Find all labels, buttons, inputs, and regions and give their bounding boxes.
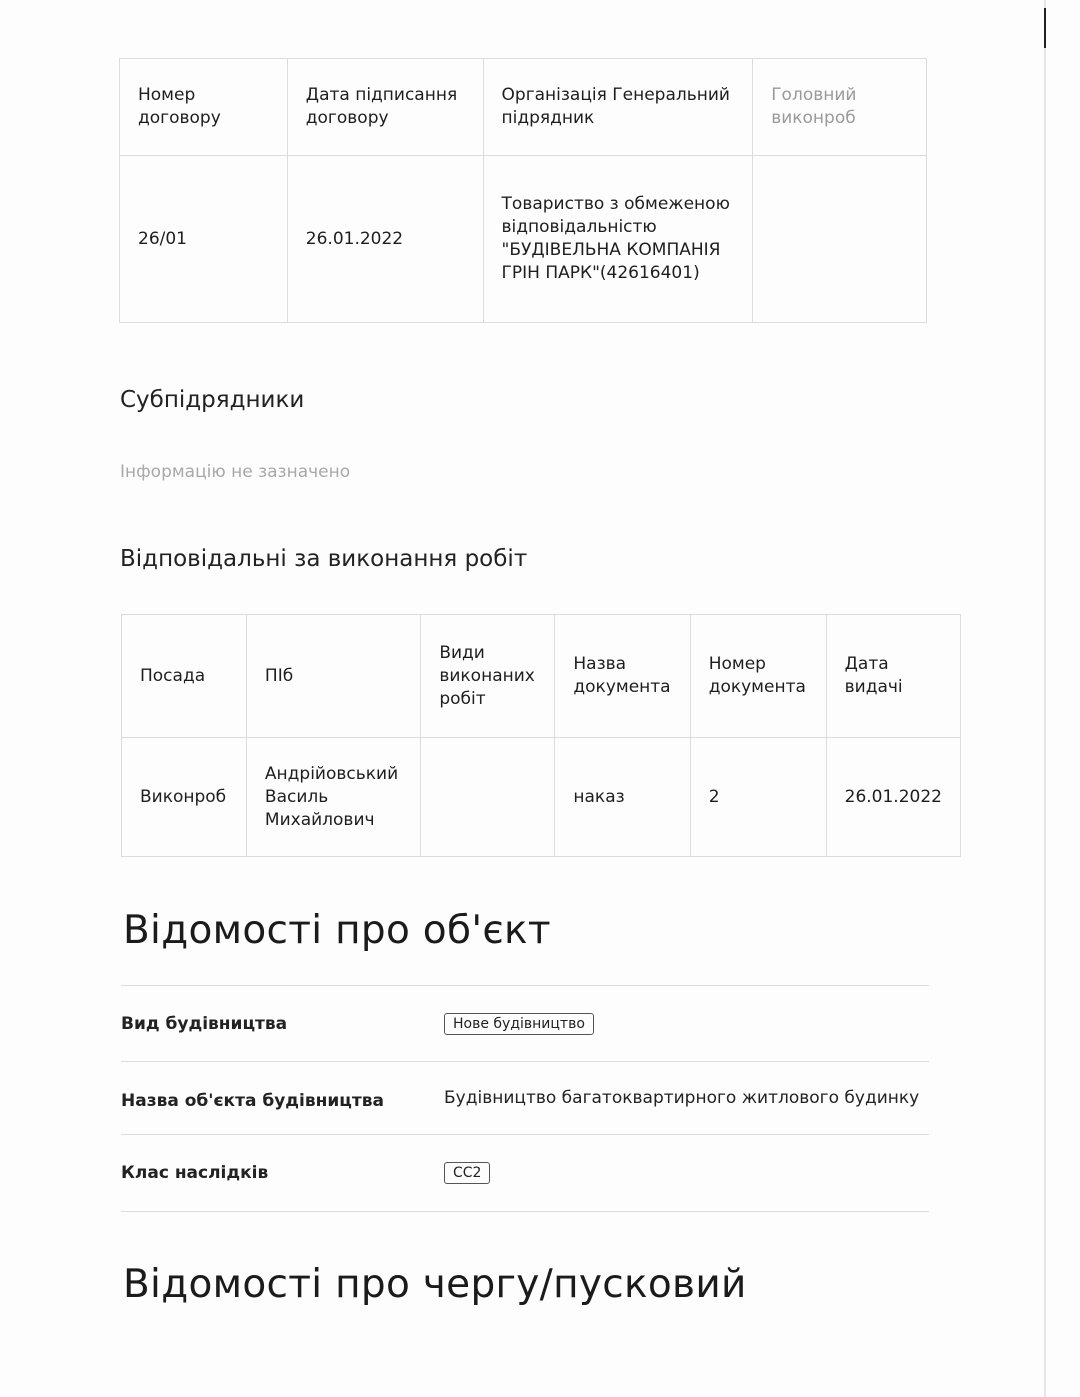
- cell-document-number: 2: [690, 738, 826, 857]
- cell-chief-foreman: [753, 156, 927, 323]
- contract-header-row: [120, 59, 927, 156]
- header-document-number: Номер документа: [690, 615, 826, 738]
- header-document-name: Назва документа: [555, 615, 690, 738]
- object-name-value: Будівництво багатоквартирного житлового будинку: [444, 1088, 920, 1108]
- cell-signing-date: 26.01.2022: [287, 156, 483, 323]
- consequence-class-badge: СС2: [444, 1162, 490, 1184]
- header-contract-number: Номер договору: [120, 59, 288, 156]
- cell-full-name: Андрійовський Василь Михайлович: [246, 738, 420, 857]
- header-signing-date: Дата підписання договору: [287, 59, 483, 156]
- header-general-contractor: Організація Генеральний підрядник: [483, 59, 753, 156]
- header-issue-date: Дата видачі: [826, 615, 960, 738]
- consequence-class-value: [444, 1162, 490, 1184]
- table-row: [120, 156, 927, 323]
- construction-type-label: Вид будівництва: [121, 1014, 288, 1034]
- divider: [121, 985, 929, 986]
- divider: [121, 1134, 929, 1135]
- header-position: Посада: [122, 615, 247, 738]
- subcontractors-title: Субпідрядники: [120, 387, 305, 413]
- scan-mark: [1044, 8, 1046, 48]
- header-full-name: ПІб: [246, 615, 420, 738]
- construction-type-badge: Нове будівництво: [444, 1013, 594, 1035]
- queue-info-title: Відомості про чергу/пусковий: [123, 1262, 747, 1307]
- header-work-types: Види виконаних робіт: [421, 615, 555, 738]
- cell-position: Виконроб: [122, 738, 247, 857]
- cell-issue-date: 26.01.2022: [826, 738, 960, 857]
- table-row: [122, 738, 961, 857]
- object-name-label: Назва об'єкта будівництва: [121, 1091, 384, 1111]
- contract-table: [119, 58, 927, 323]
- cell-contract-number: 26/01: [120, 156, 288, 323]
- cell-work-types: [421, 738, 555, 857]
- divider: [121, 1061, 929, 1062]
- header-chief-foreman: Головний виконроб: [753, 59, 927, 156]
- object-info-title: Відомості про об'єкт: [123, 908, 551, 953]
- cell-general-contractor: Товариство з обмеженою відповідальністю "БУДІВЕЛЬНА КОМПАНІЯ ГРІН ПАРК"(42616401): [483, 156, 753, 323]
- responsible-header-row: [122, 615, 961, 738]
- subcontractors-empty-note: Інформацію не зазначено: [120, 462, 351, 482]
- scan-edge: [1044, 0, 1046, 1397]
- responsible-table: [121, 614, 961, 857]
- divider: [121, 1211, 929, 1212]
- construction-type-value: [444, 1013, 594, 1035]
- cell-document-name: наказ: [555, 738, 690, 857]
- responsible-title: Відповідальні за виконання робіт: [120, 546, 528, 572]
- consequence-class-label: Клас наслідків: [121, 1163, 269, 1183]
